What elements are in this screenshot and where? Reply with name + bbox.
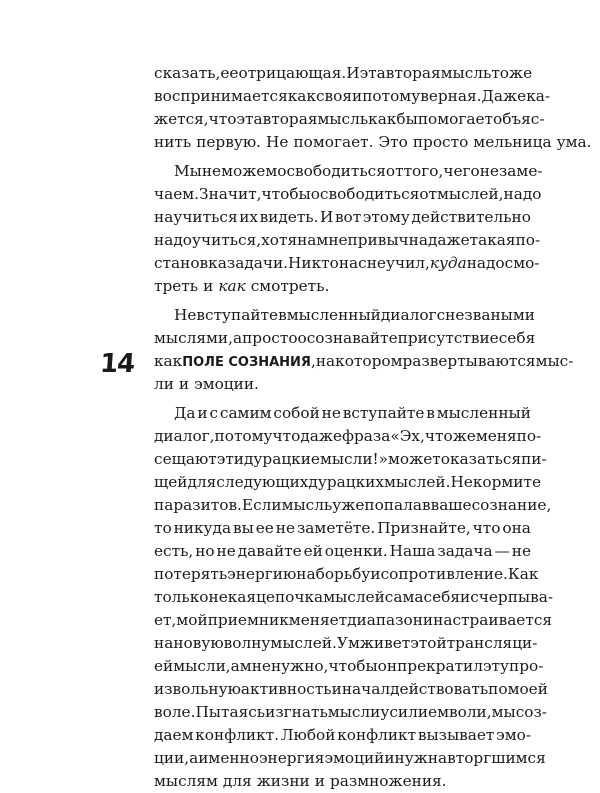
word: задача [437, 542, 493, 560]
word: себя [423, 588, 460, 606]
text-line [154, 747, 546, 770]
word: «Эх, [390, 427, 425, 445]
word: и [370, 565, 381, 583]
word: меня [475, 427, 517, 445]
word: энергию [227, 565, 297, 583]
word: исчерпыва- [460, 588, 553, 606]
word: в [278, 306, 287, 324]
word: ей [303, 542, 323, 560]
text-line [154, 350, 574, 373]
word: приемник [207, 611, 289, 629]
word: оценки. [324, 542, 388, 560]
word: как [154, 352, 183, 370]
word: чаем. [154, 185, 200, 203]
word: нас [338, 254, 367, 272]
word: сама [384, 588, 424, 606]
word: ее [220, 64, 239, 82]
word: чтобы [328, 657, 378, 675]
word: Не [450, 473, 473, 491]
word: некая [208, 588, 257, 606]
word: меняет [288, 611, 348, 629]
word: следующих [216, 473, 309, 491]
word: для [187, 473, 217, 491]
word: смотреть. [250, 277, 330, 295]
word: нить [154, 133, 192, 151]
word: воспринимается [154, 87, 288, 105]
word: вступайте [342, 404, 425, 422]
word: извольную [154, 680, 241, 698]
word: в [426, 404, 435, 422]
word: непривычна [328, 231, 428, 249]
word: а [232, 329, 243, 347]
word [182, 350, 311, 373]
word: научиться [154, 208, 238, 226]
word: Любой [280, 726, 336, 744]
word: вторая [385, 64, 441, 82]
word: и [331, 680, 342, 698]
word: своя [315, 87, 353, 105]
word: и [203, 277, 214, 295]
word: мы [491, 703, 516, 721]
word: эта [236, 110, 263, 128]
word: развертываются [402, 352, 536, 370]
word: такая [469, 231, 516, 249]
word: активность [240, 680, 332, 698]
word: размножения. [329, 772, 447, 790]
word: Если [241, 496, 282, 514]
paragraph [154, 62, 592, 154]
text-line [154, 448, 547, 471]
word: — [494, 542, 510, 560]
word: верная. [420, 87, 482, 105]
word: мысленный [436, 404, 531, 422]
word: , [310, 352, 316, 370]
word: для [222, 772, 252, 790]
word: и [352, 87, 363, 105]
word: жизни [256, 772, 310, 790]
word: присутствие [397, 329, 499, 347]
text-line [154, 62, 531, 85]
word: на [315, 352, 336, 370]
word: Пытаясь [195, 703, 266, 721]
word: хотя [261, 231, 298, 249]
page-number: 14 [98, 349, 136, 379]
word: есть, [154, 542, 194, 560]
word: мыслями, [154, 329, 233, 347]
word: Значит, [199, 185, 262, 203]
text-line [154, 108, 545, 131]
word: борьбу [315, 565, 371, 583]
word: эти [216, 450, 244, 468]
word: пи- [521, 450, 547, 468]
word: мне [239, 657, 271, 675]
text-line [154, 517, 531, 540]
text-line [154, 327, 536, 350]
word: же [452, 427, 476, 445]
word: ей [154, 657, 174, 675]
text-line [154, 563, 539, 586]
word: чего [443, 162, 480, 180]
text-line [154, 425, 542, 448]
word: и [197, 404, 208, 422]
word: себя [498, 329, 536, 347]
word: мой [176, 611, 208, 629]
word: Не [266, 133, 289, 151]
text-line [154, 183, 542, 206]
word: ее [255, 519, 274, 537]
word: давайте [237, 542, 302, 560]
word: Наша [389, 542, 436, 560]
word: первую. [196, 133, 262, 151]
word: сопротивление. [380, 565, 508, 583]
word: И [346, 64, 360, 82]
word: не [511, 542, 531, 560]
word: изгнать [265, 703, 328, 721]
word: действовать [390, 680, 489, 698]
word: их [239, 208, 259, 226]
word: диалог [380, 306, 437, 324]
word: бы [396, 110, 418, 128]
word: отрицающая. [238, 64, 347, 82]
word: вторая [262, 110, 318, 128]
word: соз- [515, 703, 547, 721]
word: она [502, 519, 531, 537]
word: а [189, 749, 199, 767]
word: не [366, 254, 386, 272]
word: Признайте, [377, 519, 471, 537]
word: и [384, 749, 395, 767]
word: просто [412, 133, 469, 151]
word: но [195, 542, 215, 560]
word: что [272, 427, 301, 445]
word: заме- [498, 162, 543, 180]
word: он [377, 657, 398, 675]
word: незваными [445, 306, 535, 324]
word: мыс- [535, 352, 574, 370]
italic-emphasis: куда [429, 254, 467, 272]
word: помогает. [293, 133, 374, 151]
word: даем [154, 726, 194, 744]
word: мысленный [286, 306, 381, 324]
word: жется, [154, 110, 209, 128]
word: Это [378, 133, 408, 151]
word: от [419, 185, 438, 203]
word: вторгшимся [447, 749, 546, 767]
text-line [154, 206, 531, 229]
text-line [154, 609, 553, 632]
text-line [154, 252, 540, 275]
word: ли [154, 375, 174, 393]
text-line [154, 373, 531, 396]
word: котором [335, 352, 403, 370]
word: усилием [380, 703, 449, 721]
text-line [154, 304, 535, 327]
word: Ум [336, 634, 360, 652]
text-line [154, 131, 592, 154]
word: сознание, [471, 496, 552, 514]
word: и [314, 772, 325, 790]
word: мысли!» [319, 450, 389, 468]
word: чтобы [261, 185, 311, 203]
word: нужна [394, 749, 448, 767]
text-line [154, 678, 548, 701]
word: самим [219, 404, 272, 422]
word: объяс- [492, 110, 545, 128]
word: сещают [154, 450, 217, 468]
word: надо [466, 254, 505, 272]
word: потому [214, 427, 273, 445]
word: мысли, [173, 657, 231, 675]
word: надо [503, 185, 542, 203]
text-line [154, 632, 538, 655]
word: и [178, 375, 190, 393]
word: И [320, 208, 334, 226]
text-line [154, 586, 553, 609]
text-line [154, 494, 552, 517]
word: а [230, 657, 240, 675]
text-line [154, 275, 531, 298]
word: не [216, 542, 236, 560]
word: эмо- [496, 726, 531, 744]
word: настраивается [433, 611, 553, 629]
text-line [154, 655, 544, 678]
word: дурацкие [243, 450, 320, 468]
word: заметёте. [296, 519, 376, 537]
word: на [154, 634, 174, 652]
text-line [154, 770, 531, 793]
word: щей [154, 473, 188, 491]
word: потерять [154, 565, 228, 583]
word: может [388, 450, 441, 468]
word: конфликт. [195, 726, 279, 744]
word: даже [427, 231, 470, 249]
text-line [154, 160, 543, 183]
word: и [422, 611, 434, 629]
word [430, 252, 467, 275]
word: сказать, [154, 64, 221, 82]
word: моей [507, 680, 548, 698]
word: то [154, 519, 172, 537]
text-line [154, 402, 531, 425]
paragraph [154, 304, 574, 396]
word: Мы [174, 162, 202, 180]
word: помогает [417, 110, 493, 128]
word: в [421, 496, 431, 514]
word: учил, [385, 254, 430, 272]
word: просто [242, 329, 298, 347]
word: не [321, 404, 341, 422]
word: диалог, [154, 427, 215, 445]
word: с [436, 306, 446, 324]
word: ции, [154, 749, 190, 767]
word: потому [362, 87, 421, 105]
word: собой [273, 404, 320, 422]
word: учиться, [191, 231, 262, 249]
word: треть [154, 277, 199, 295]
word: что [208, 110, 237, 128]
word: нужно, [270, 657, 329, 675]
book-text [154, 62, 592, 793]
word: диапазон [347, 611, 423, 629]
word: мыслей. [383, 473, 451, 491]
text-line [154, 471, 542, 494]
word: паразитов. [154, 496, 242, 514]
word: воли, [449, 703, 492, 721]
text-line [154, 701, 547, 724]
word: мыслей. [270, 634, 337, 652]
word: попала [364, 496, 422, 514]
word: цепочка [256, 588, 324, 606]
word: ет, [154, 611, 177, 629]
word: ваше [430, 496, 472, 514]
word: воле. [154, 703, 196, 721]
word: мысль [440, 64, 492, 82]
italic-emphasis: как [218, 277, 246, 295]
word: новую [173, 634, 224, 652]
word: волну [223, 634, 271, 652]
word: дурацких [308, 473, 384, 491]
word: Как [507, 565, 539, 583]
paragraph [154, 402, 553, 793]
word: Даже [481, 87, 527, 105]
word: как [368, 110, 397, 128]
word: эту [482, 657, 509, 675]
handwritten-emphasis: ПОЛЕ СОЗНАНИЯ [182, 355, 311, 370]
word: про- [509, 657, 544, 675]
word: трансляци- [446, 634, 538, 652]
word: от [385, 162, 404, 180]
word: даже [300, 427, 342, 445]
word: вот [334, 208, 362, 226]
word: того, [403, 162, 444, 180]
word: не [201, 162, 222, 180]
text-line [154, 85, 551, 108]
word: становка [154, 254, 227, 272]
word: что [424, 427, 453, 445]
word: кормите [472, 473, 542, 491]
word: смо- [504, 254, 540, 272]
word: начал [341, 680, 391, 698]
word: только [154, 588, 209, 606]
word: именно [198, 749, 259, 767]
word: на [296, 565, 316, 583]
word: тоже [491, 64, 533, 82]
word: мельница [473, 133, 552, 151]
word: что [472, 519, 501, 537]
word: энергия [258, 749, 325, 767]
word: по [488, 680, 508, 698]
word: освободиться [277, 162, 386, 180]
word: вступайте [196, 306, 279, 324]
word: эмоции. [194, 375, 259, 393]
word: по- [516, 427, 542, 445]
word: мысль [317, 110, 369, 128]
word: мысли [327, 703, 381, 721]
word: ка- [526, 87, 551, 105]
word: этому [362, 208, 410, 226]
word: можем [221, 162, 278, 180]
word: никуда [173, 519, 232, 537]
word: не [275, 519, 296, 537]
word: действительно [411, 208, 531, 226]
word: Никто [288, 254, 339, 272]
word: осознавайте [297, 329, 398, 347]
word: мыслям [154, 772, 218, 790]
word: вызывает [417, 726, 495, 744]
paragraph [154, 160, 543, 298]
word: с [209, 404, 219, 422]
word: как [287, 87, 316, 105]
text-line [154, 540, 531, 563]
word: мысль [281, 496, 333, 514]
word: уже [332, 496, 365, 514]
word: освободиться [310, 185, 420, 203]
word [218, 275, 245, 298]
word: фраза [342, 427, 391, 445]
word: Да [174, 404, 196, 422]
word: ума. [556, 133, 592, 151]
text-line [154, 724, 531, 747]
word: Не [174, 306, 197, 324]
word: оказаться [440, 450, 522, 468]
word: прекратил [397, 657, 483, 675]
text-line [154, 229, 541, 252]
word: вы [233, 519, 254, 537]
word: эмоций [324, 749, 385, 767]
word: живет [359, 634, 411, 652]
word: нам [297, 231, 329, 249]
word: задачи. [226, 254, 289, 272]
word: надо [154, 231, 192, 249]
word: мыслей, [437, 185, 504, 203]
word: по- [515, 231, 541, 249]
word: видеть. [259, 208, 319, 226]
word: эта [359, 64, 386, 82]
word: не [479, 162, 499, 180]
word: мыслей [323, 588, 385, 606]
word: конфликт [337, 726, 417, 744]
word: этой [410, 634, 447, 652]
